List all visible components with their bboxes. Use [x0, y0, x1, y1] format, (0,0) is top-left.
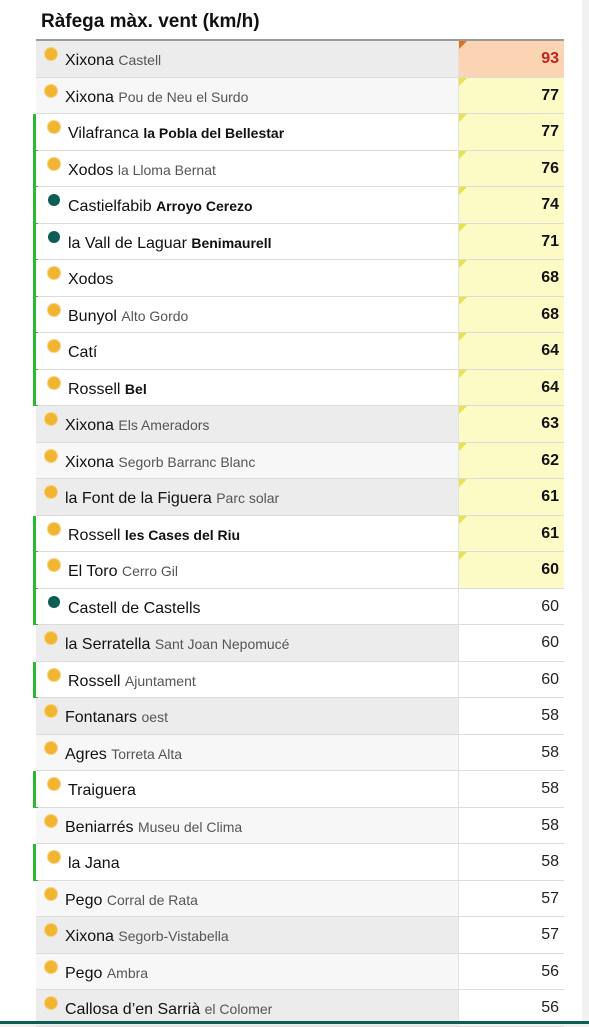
sun-icon	[45, 48, 57, 60]
station-label	[65, 454, 255, 472]
station-subname: Pou de Neu el Surdo	[118, 88, 249, 105]
station-label	[65, 417, 209, 435]
station-subname: Arroyo Cerezo	[156, 198, 253, 214]
station-label	[68, 162, 216, 180]
station-place: Xodos	[68, 271, 114, 288]
corner-marker-icon	[459, 443, 467, 451]
station-place: Agres	[65, 745, 107, 763]
station-place: Rossell	[68, 380, 121, 398]
table-row[interactable]	[36, 187, 564, 224]
gust-value-text: 58	[541, 707, 559, 724]
station-cell	[36, 589, 459, 625]
corner-marker-icon	[459, 114, 467, 122]
sun-icon	[45, 961, 57, 973]
station-place: El Toro	[68, 563, 118, 580]
station-label	[68, 381, 147, 399]
station-label	[65, 89, 248, 107]
station-label	[65, 490, 279, 508]
gust-value-text: 61	[541, 524, 559, 542]
dark-circle-icon	[48, 194, 60, 206]
corner-marker-icon	[459, 516, 467, 524]
gust-value	[459, 808, 564, 844]
panel-title: Ràfega màx. vent (km/h)	[41, 11, 260, 32]
gust-value-text: 60	[541, 597, 559, 615]
sun-icon	[48, 778, 60, 790]
station-subname: la Pobla del Bellestar	[143, 125, 285, 141]
table-row[interactable]	[36, 881, 564, 918]
station-place: Vilafranca	[68, 125, 139, 142]
station-cell	[36, 260, 459, 296]
station-subname: Alto Gordo	[121, 307, 189, 324]
station-label	[65, 636, 289, 654]
station-place: la Jana	[68, 855, 120, 872]
gust-value	[459, 443, 564, 479]
station-label	[65, 52, 161, 70]
gust-value	[459, 78, 564, 114]
table-row[interactable]	[36, 917, 564, 954]
table-row[interactable]	[36, 151, 564, 188]
station-label	[68, 271, 113, 289]
gust-value	[459, 881, 564, 917]
station-place: Xixona	[65, 417, 114, 434]
station-place: Fontanars	[65, 709, 138, 726]
table-row[interactable]	[36, 735, 564, 772]
gust-value-text: 56	[541, 999, 559, 1016]
station-label	[65, 928, 229, 946]
corner-marker-icon	[459, 333, 467, 341]
sun-icon	[48, 267, 60, 279]
station-cell	[36, 735, 459, 771]
station-cell	[36, 479, 459, 515]
station-subname: Ajuntament	[124, 672, 196, 689]
station-label	[65, 965, 148, 983]
sun-icon	[48, 669, 60, 681]
gust-value	[459, 662, 564, 698]
station-cell	[36, 917, 459, 953]
table-row[interactable]	[36, 114, 564, 151]
corner-marker-icon	[459, 370, 467, 378]
gust-value	[459, 954, 564, 990]
sun-icon	[45, 997, 57, 1009]
station-cell	[36, 333, 459, 369]
station-label	[68, 344, 97, 362]
gust-value-text: 68	[541, 269, 559, 286]
sun-icon	[48, 304, 60, 316]
station-label	[65, 819, 242, 837]
sun-icon	[48, 158, 60, 170]
station-place: Beniarrés	[65, 818, 134, 836]
station-cell	[36, 187, 459, 223]
sun-icon	[45, 486, 57, 498]
station-cell	[36, 443, 459, 479]
table-row[interactable]	[36, 297, 564, 334]
table-row[interactable]	[36, 662, 564, 699]
station-place: Xixona	[65, 453, 114, 471]
station-cell	[36, 698, 459, 734]
station-subname: Torreta Alta	[111, 745, 183, 762]
station-cell	[36, 662, 459, 698]
station-place: Catí	[68, 344, 98, 361]
station-cell	[36, 114, 459, 150]
gust-value	[459, 41, 564, 77]
station-subname: Bel	[124, 380, 147, 397]
sun-icon	[45, 413, 57, 425]
gust-value-text: 60	[541, 561, 559, 578]
station-place: Xodos	[68, 161, 114, 179]
station-subname: el Colomer	[204, 1001, 273, 1017]
station-cell	[36, 151, 459, 187]
gust-value	[459, 297, 564, 333]
station-label	[68, 527, 240, 545]
station-cell	[36, 808, 459, 844]
table-row[interactable]	[36, 443, 564, 480]
station-subname: Benimaurell	[191, 234, 272, 251]
station-subname: Sant Joan Nepomucé	[154, 636, 290, 652]
station-cell	[36, 625, 459, 661]
gust-value	[459, 479, 564, 515]
gust-value	[459, 625, 564, 661]
station-place: Rossell	[68, 672, 121, 690]
gust-value-text: 68	[541, 305, 559, 323]
sun-icon	[45, 85, 57, 97]
sun-icon	[45, 632, 57, 644]
station-place: Xixona	[65, 88, 114, 106]
gust-value	[459, 370, 564, 406]
corner-marker-icon	[459, 78, 467, 86]
station-subname: les Cases del Riu	[124, 526, 241, 543]
gust-value-text: 64	[541, 378, 559, 396]
gust-value	[459, 844, 564, 880]
gust-value	[459, 151, 564, 187]
station-label	[68, 125, 284, 143]
sun-icon	[45, 888, 57, 900]
station-cell	[36, 370, 459, 406]
sun-icon	[45, 742, 57, 754]
gust-value	[459, 589, 564, 625]
table-row[interactable]	[36, 260, 564, 297]
gust-value	[459, 516, 564, 552]
gust-value-text: 57	[541, 926, 559, 943]
station-cell	[36, 224, 459, 260]
station-subname: Cerro Gil	[121, 563, 178, 579]
station-subname: Parc solar	[216, 490, 280, 506]
sun-icon	[45, 450, 57, 462]
gust-value-text: 71	[541, 232, 559, 250]
gust-value-text: 56	[541, 962, 559, 980]
station-place: Castielfabib	[68, 198, 152, 215]
station-label	[68, 600, 201, 618]
station-place: Castell de Castells	[68, 599, 201, 617]
station-label	[68, 563, 178, 581]
gust-value	[459, 260, 564, 296]
station-place: la Serratella	[65, 636, 151, 653]
station-cell	[36, 41, 459, 77]
station-place: Rossell	[68, 526, 121, 544]
table-row[interactable]	[36, 698, 564, 735]
station-place: la Font de la Figuera	[65, 490, 212, 507]
gust-value	[459, 735, 564, 771]
table-row[interactable]	[36, 589, 564, 626]
sun-icon	[45, 924, 57, 936]
station-label	[68, 198, 253, 216]
sun-icon	[48, 851, 60, 863]
station-label	[65, 892, 198, 910]
table-row[interactable]	[36, 41, 564, 78]
gust-value-text: 74	[541, 196, 559, 213]
table-row[interactable]	[36, 333, 564, 370]
table-row[interactable]	[36, 516, 564, 553]
station-label	[68, 308, 188, 326]
station-subname: Museu del Clima	[137, 818, 243, 835]
table-row[interactable]	[36, 808, 564, 845]
gust-value-text: 57	[541, 889, 559, 907]
gust-value	[459, 333, 564, 369]
gust-value	[459, 698, 564, 734]
gust-value-text: 58	[541, 780, 559, 797]
table-row[interactable]	[36, 844, 564, 881]
sun-icon	[48, 340, 60, 352]
sun-icon	[48, 559, 60, 571]
gust-value-text: 58	[541, 743, 559, 761]
corner-marker-icon	[459, 297, 467, 305]
station-cell	[36, 771, 459, 807]
gust-value	[459, 552, 564, 588]
corner-marker-icon	[459, 41, 467, 49]
gust-value-text: 63	[541, 415, 559, 432]
gust-value-text: 77	[541, 123, 559, 140]
station-place: Callosa d’en Sarrià	[65, 1001, 201, 1018]
gust-value-text: 62	[541, 451, 559, 469]
station-subname: la Lloma Bernat	[117, 161, 216, 178]
sun-icon	[48, 121, 60, 133]
gust-value-text: 60	[541, 670, 559, 688]
table-row[interactable]	[36, 771, 564, 808]
station-subname: Castell	[118, 52, 162, 68]
corner-marker-icon	[459, 406, 467, 414]
station-label	[65, 709, 168, 727]
gust-value-text: 93	[541, 50, 559, 67]
station-place: Xixona	[65, 928, 114, 945]
table-row[interactable]	[36, 370, 564, 407]
gust-value	[459, 114, 564, 150]
station-cell	[36, 516, 459, 552]
table-row[interactable]	[36, 625, 564, 662]
table-row[interactable]	[36, 552, 564, 589]
gust-value-text: 60	[541, 634, 559, 651]
station-label	[68, 855, 120, 873]
station-place: Xixona	[65, 52, 114, 69]
station-cell	[36, 844, 459, 880]
table-row[interactable]	[36, 479, 564, 516]
station-label	[68, 673, 196, 691]
corner-marker-icon	[459, 260, 467, 268]
sun-icon	[45, 815, 57, 827]
station-place: Pego	[65, 891, 103, 909]
gust-value	[459, 771, 564, 807]
station-place: Bunyol	[68, 307, 117, 325]
gust-value	[459, 917, 564, 953]
gust-value-text: 77	[541, 86, 559, 104]
station-label	[68, 235, 272, 253]
station-subname: Segorb Barranc Blanc	[118, 453, 256, 470]
dark-circle-icon	[48, 231, 60, 243]
corner-marker-icon	[459, 187, 467, 195]
gust-value-text: 61	[541, 488, 559, 505]
sun-icon	[48, 377, 60, 389]
station-label	[68, 782, 136, 800]
station-cell	[36, 954, 459, 990]
station-subname: Els Ameradors	[118, 417, 210, 433]
table-row[interactable]	[36, 954, 564, 991]
gust-value-text: 76	[541, 159, 559, 177]
station-place: Pego	[65, 964, 103, 982]
corner-marker-icon	[459, 552, 467, 560]
table-row[interactable]	[36, 406, 564, 443]
dark-circle-icon	[48, 596, 60, 608]
corner-marker-icon	[459, 479, 467, 487]
station-cell	[36, 406, 459, 442]
station-subname: oest	[141, 709, 168, 725]
station-place: la Vall de Laguar	[68, 234, 187, 252]
station-place: Traiguera	[68, 782, 136, 799]
gust-value	[459, 406, 564, 442]
gust-value-text: 58	[541, 853, 559, 870]
station-cell	[36, 881, 459, 917]
station-label	[65, 746, 182, 764]
gust-value	[459, 224, 564, 260]
gust-value-text: 58	[541, 816, 559, 834]
gust-value	[459, 187, 564, 223]
corner-marker-icon	[459, 224, 467, 232]
gust-value-text: 64	[541, 342, 559, 359]
station-subname: Ambra	[106, 964, 149, 981]
station-label	[65, 1001, 272, 1019]
corner-marker-icon	[459, 151, 467, 159]
station-cell	[36, 552, 459, 588]
station-cell	[36, 78, 459, 114]
sun-icon	[48, 523, 60, 535]
station-subname: Segorb-Vistabella	[118, 928, 229, 944]
station-subname: Corral de Rata	[106, 891, 198, 908]
station-cell	[36, 297, 459, 333]
table-row[interactable]	[36, 78, 564, 115]
table-row[interactable]	[36, 224, 564, 261]
sun-icon	[45, 705, 57, 717]
ranking-table	[36, 39, 564, 1027]
